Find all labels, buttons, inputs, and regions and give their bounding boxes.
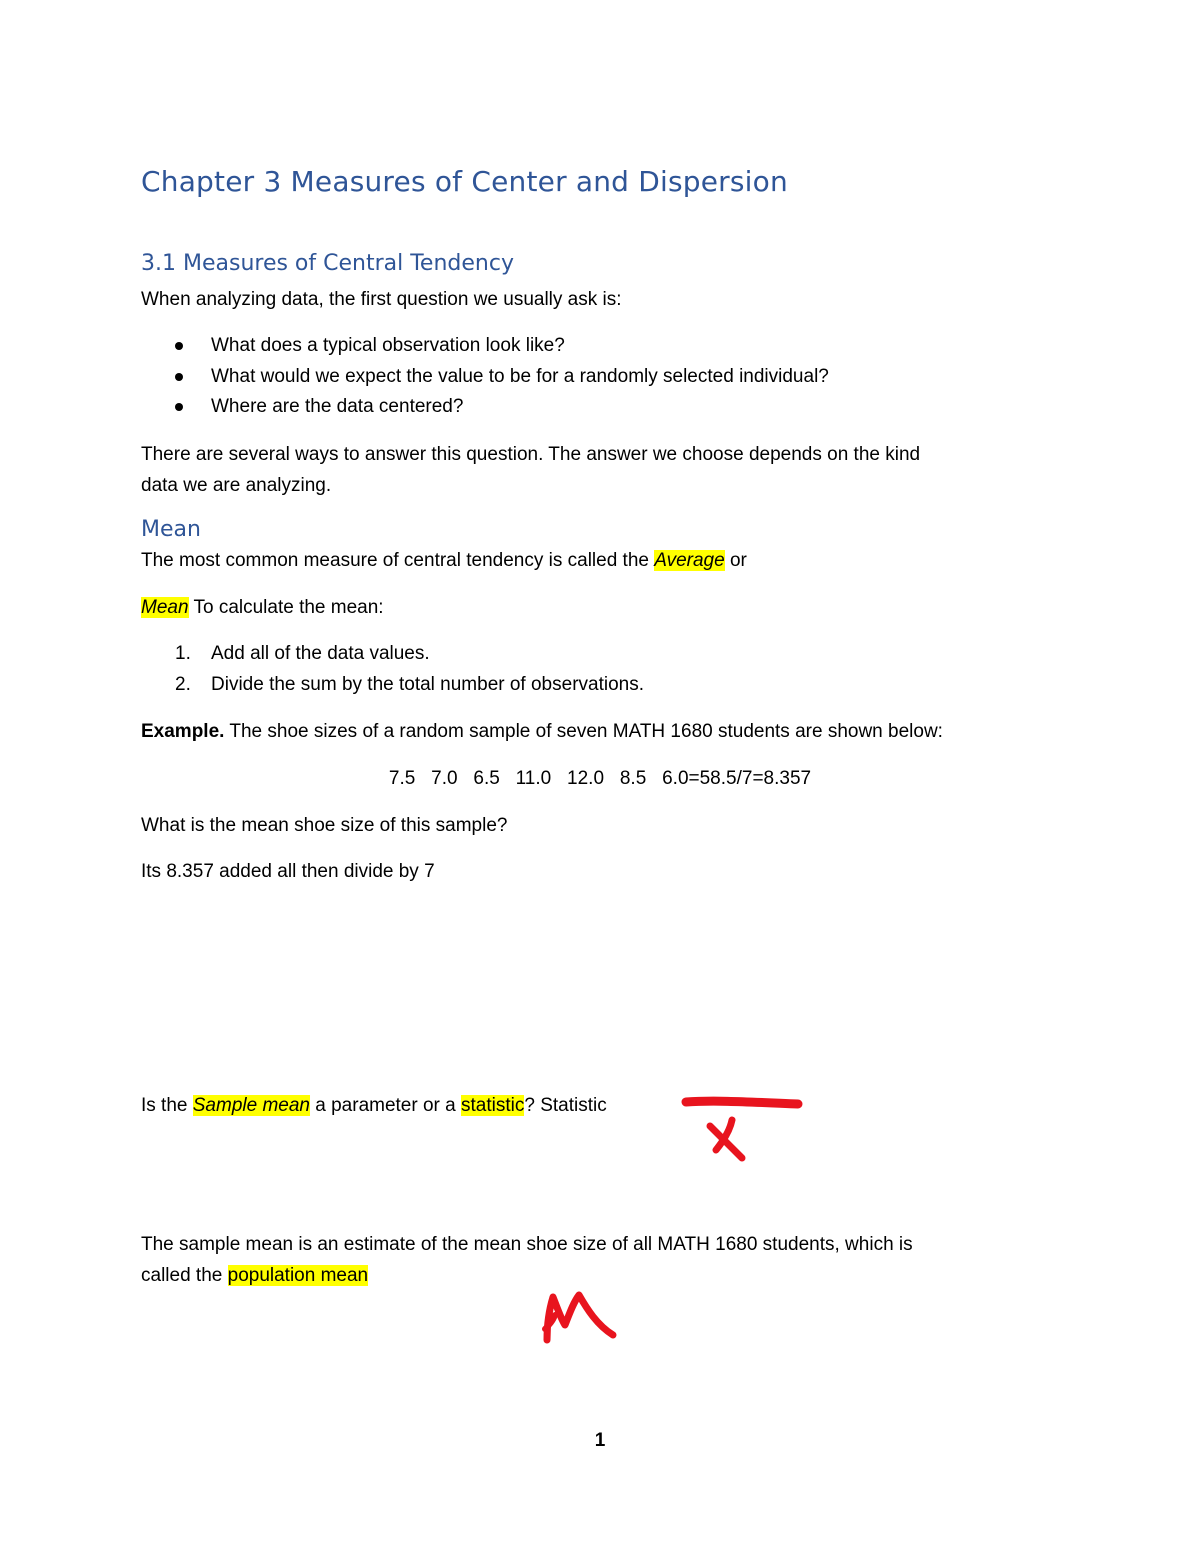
paragraph-line: There are several ways to answer this question. The answer we choose depends on the kind [141, 444, 921, 465]
parameter-question [141, 1091, 607, 1121]
text-run: or [724, 550, 747, 571]
mean-answer: Its 8.357 added all then divide by 7 [141, 861, 435, 882]
population-line-2 [141, 1261, 368, 1291]
mean-line [141, 593, 384, 623]
bullet-icon [175, 342, 183, 350]
example-line [141, 717, 943, 747]
text-run: ? Statistic [524, 1095, 607, 1116]
text-run: The most common measure of central tendency is called the [141, 550, 655, 571]
highlighted-term: population mean [227, 1265, 369, 1286]
question-text: What would we expect the value to be for a randomly selected individual? [211, 366, 829, 387]
bullet-icon [175, 403, 183, 411]
text-run: Is the [141, 1095, 193, 1116]
mean-definition [141, 546, 747, 576]
question-text: Where are the data centered? [211, 396, 464, 417]
section-title: 3.1 Measures of Central Tendency [141, 251, 514, 276]
highlighted-term: Average [654, 550, 725, 571]
population-line-1: The sample mean is an estimate of the mean shoe size of all MATH 1680 students, which is [141, 1234, 913, 1255]
intro-text: When analyzing data, the first question we usually ask is: [141, 289, 622, 310]
highlighted-term: Sample mean [192, 1095, 310, 1116]
question-text: What does a typical observation look like? [211, 335, 565, 356]
example-label: Example. [141, 721, 225, 742]
mean-question: What is the mean shoe size of this sample? [141, 815, 508, 836]
mu-annotation-icon [535, 1285, 630, 1355]
step-text: Divide the sum by the total number of observations. [211, 674, 645, 695]
xbar-annotation-icon [680, 1088, 820, 1173]
text-run: The shoe sizes of a random sample of seven MATH 1680 students are shown below: [224, 721, 943, 742]
bullet-icon [175, 373, 183, 381]
chapter-title: Chapter 3 Measures of Center and Dispersion [141, 165, 788, 198]
text-run: called the [141, 1265, 228, 1286]
highlighted-term: statistic [461, 1095, 525, 1116]
page-number: 1 [594, 1430, 606, 1451]
step-text: Add all of the data values. [211, 643, 430, 664]
text-run: To calculate the mean: [188, 597, 384, 618]
text-run: a parameter or a [309, 1095, 462, 1116]
mean-heading: Mean [141, 517, 201, 542]
paragraph-line: data we are analyzing. [141, 475, 332, 496]
step-number: 2. [175, 674, 191, 695]
data-values-line: 7.5 7.0 6.5 11.0 12.0 8.5 6.0=58.5/7=8.357 [388, 768, 812, 789]
highlighted-term: Mean [141, 597, 189, 618]
step-number: 1. [175, 643, 191, 664]
